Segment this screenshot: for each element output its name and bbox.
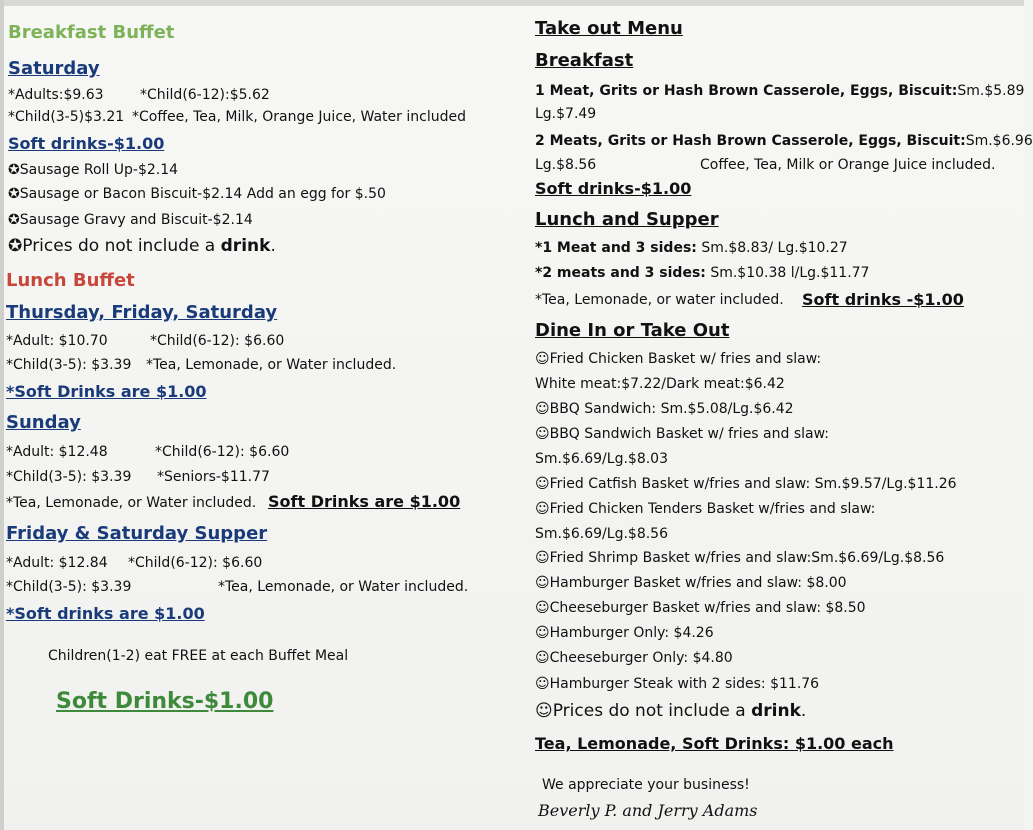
prices-note-right (535, 701, 806, 721)
tfs-adult: *Adult: $10.70 (6, 333, 108, 349)
ls-soft-drinks: Soft drinks -$1.00 (802, 290, 964, 309)
soft-drinks-banner: Soft Drinks-$1.00 (56, 689, 274, 714)
lunch-supper-heading: Lunch and Supper (535, 209, 719, 230)
breakfast-2-meats-sm: Sm.$6.96 (965, 133, 1033, 149)
lunch-buffet-heading: Lunch Buffet (6, 270, 135, 291)
tfs-child-3-5: *Child(3-5): $3.39 (6, 357, 132, 373)
prices-note-period: . (270, 236, 276, 256)
page-left-edge (0, 0, 4, 830)
menu-item-shrimp-basket: ☺Fried Shrimp Basket w/fries and slaw:Sm.$6.69/Lg.$8.56 (535, 550, 945, 566)
children-free-note: Children(1-2) eat FREE at each Buffet Meal (48, 648, 349, 664)
sun-adult: *Adult: $12.48 (6, 444, 108, 460)
fss-child-3-5: *Child(3-5): $3.39 (6, 579, 132, 595)
breakfast-heading: Breakfast (535, 50, 634, 71)
prices-note-drink: drink (220, 236, 271, 256)
sun-seniors: *Seniors-$11.77 (157, 469, 270, 485)
sun-child-3-5: *Child(3-5): $3.39 (6, 469, 132, 485)
fss-child-6-12: *Child(6-12): $6.60 (128, 555, 263, 571)
sun-included: *Tea, Lemonade, or Water included. (6, 495, 257, 511)
owner-signature: Beverly P. and Jerry Adams (538, 801, 758, 820)
drinks-each-price: Tea, Lemonade, Soft Drinks: $1.00 each (535, 734, 894, 753)
breakfast-1-meat (535, 83, 1024, 99)
sat-child-6-12: *Child(6-12):$5.62 (140, 87, 270, 103)
menu-item-tenders-basket: ☺Fried Chicken Tenders Basket w/fries and slaw: (535, 501, 876, 517)
breakfast-1-meat-sm: Sm.$5.89 (957, 83, 1025, 99)
thu-fri-sat-heading: Thursday, Friday, Saturday (6, 302, 278, 323)
menu-item-bbq-sandwich: ☺BBQ Sandwich: Sm.$5.08/Lg.$6.42 (535, 401, 794, 417)
menu-item-bbq-basket: ☺BBQ Sandwich Basket w/ fries and slaw: (535, 426, 829, 442)
prices-note-text: ✪Prices do not include a (8, 236, 221, 256)
takeout-soft-drinks: Soft drinks-$1.00 (535, 179, 692, 198)
ls-2-meats-price: Sm.$10.38 l/Lg.$11.77 (705, 265, 870, 281)
menu-item-hamburger-steak: ☺Hamburger Steak with 2 sides: $11.76 (535, 676, 820, 692)
dine-in-heading: Dine In or Take Out (535, 320, 730, 341)
menu-item-fried-chicken-basket: ☺Fried Chicken Basket w/ fries and slaw: (535, 351, 822, 367)
menu-item-cheeseburger-only: ☺Cheeseburger Only: $4.80 (535, 650, 733, 666)
breakfast-2-meats-desc: 2 Meats, Grits or Hash Brown Casserole, Eggs, Biscuit: (535, 133, 966, 149)
menu-item-tenders-prices: Sm.$6.69/Lg.$8.56 (535, 526, 668, 542)
takeout-menu-heading: Take out Menu (535, 18, 683, 39)
ls-2-meats-desc: *2 meats and 3 sides: (535, 265, 706, 281)
prices-note-left (8, 236, 276, 256)
breakfast-buffet-heading: Breakfast Buffet (8, 22, 175, 43)
fss-soft-drinks: *Soft drinks are $1.00 (6, 604, 205, 623)
fss-included: *Tea, Lemonade, or Water included. (218, 579, 469, 595)
sat-included: *Coffee, Tea, Milk, Orange Juice, Water included (132, 109, 466, 125)
breakfast-1-meat-desc: 1 Meat, Grits or Hash Brown Casserole, Eggs, Biscuit: (535, 83, 958, 99)
ls-1-meat (535, 240, 848, 256)
ls-2-meats (535, 265, 869, 281)
menu-item-cheeseburger-basket: ☺Cheeseburger Basket w/fries and slaw: $8.50 (535, 600, 866, 616)
breakfast-included: Coffee, Tea, Milk or Orange Juice included. (700, 157, 996, 173)
sun-child-6-12: *Child(6-12): $6.60 (155, 444, 290, 460)
tfs-soft-drinks: *Soft Drinks are $1.00 (6, 382, 207, 401)
menu-item-gravy-biscuit: ✪Sausage Gravy and Biscuit-$2.14 (8, 212, 253, 228)
saturday-heading: Saturday (8, 58, 100, 79)
tfs-included: *Tea, Lemonade, or Water included. (146, 357, 397, 373)
sat-adults: *Adults:$9.63 (8, 87, 104, 103)
menu-item-fried-chicken-prices: White meat:$7.22/Dark meat:$6.42 (535, 376, 785, 392)
menu-item-catfish-basket: ☺Fried Catfish Basket w/fries and slaw: Sm.$9.57/Lg.$11.26 (535, 476, 957, 492)
menu-item-sausage-biscuit: ✪Sausage or Bacon Biscuit-$2.14 Add an egg for $.50 (8, 186, 386, 202)
sunday-heading: Sunday (6, 412, 81, 433)
menu-item-hamburger-only: ☺Hamburger Only: $4.26 (535, 625, 714, 641)
prices-note-right-drink: drink (751, 701, 801, 721)
menu-item-sausage-roll: ✪Sausage Roll Up-$2.14 (8, 162, 179, 178)
sat-child-3-5: *Child(3-5)$3.21 (8, 109, 125, 125)
prices-note-right-text: ☺Prices do not include a (535, 701, 752, 721)
appreciation-note: We appreciate your business! (542, 777, 750, 793)
sun-soft-drinks: Soft Drinks are $1.00 (268, 492, 461, 511)
fss-adult: *Adult: $12.84 (6, 555, 108, 571)
tfs-child-6-12: *Child(6-12): $6.60 (150, 333, 285, 349)
ls-1-meat-desc: *1 Meat and 3 sides: (535, 240, 697, 256)
prices-note-right-period: . (800, 701, 807, 721)
fri-sat-supper-heading: Friday & Saturday Supper (6, 523, 268, 544)
menu-item-bbq-basket-prices: Sm.$6.69/Lg.$8.03 (535, 451, 668, 467)
ls-included: *Tea, Lemonade, or water included. (535, 292, 784, 308)
ls-1-meat-price: Sm.$8.83/ Lg.$10.27 (696, 240, 848, 256)
breakfast-1-meat-lg: Lg.$7.49 (535, 106, 597, 122)
menu-item-hamburger-basket: ☺Hamburger Basket w/fries and slaw: $8.00 (535, 575, 847, 591)
page-top-edge (0, 0, 1024, 6)
breakfast-2-meats-lg: Lg.$8.56 (535, 157, 597, 173)
soft-drinks-breakfast: Soft drinks-$1.00 (8, 134, 165, 153)
breakfast-2-meats (535, 133, 1033, 149)
